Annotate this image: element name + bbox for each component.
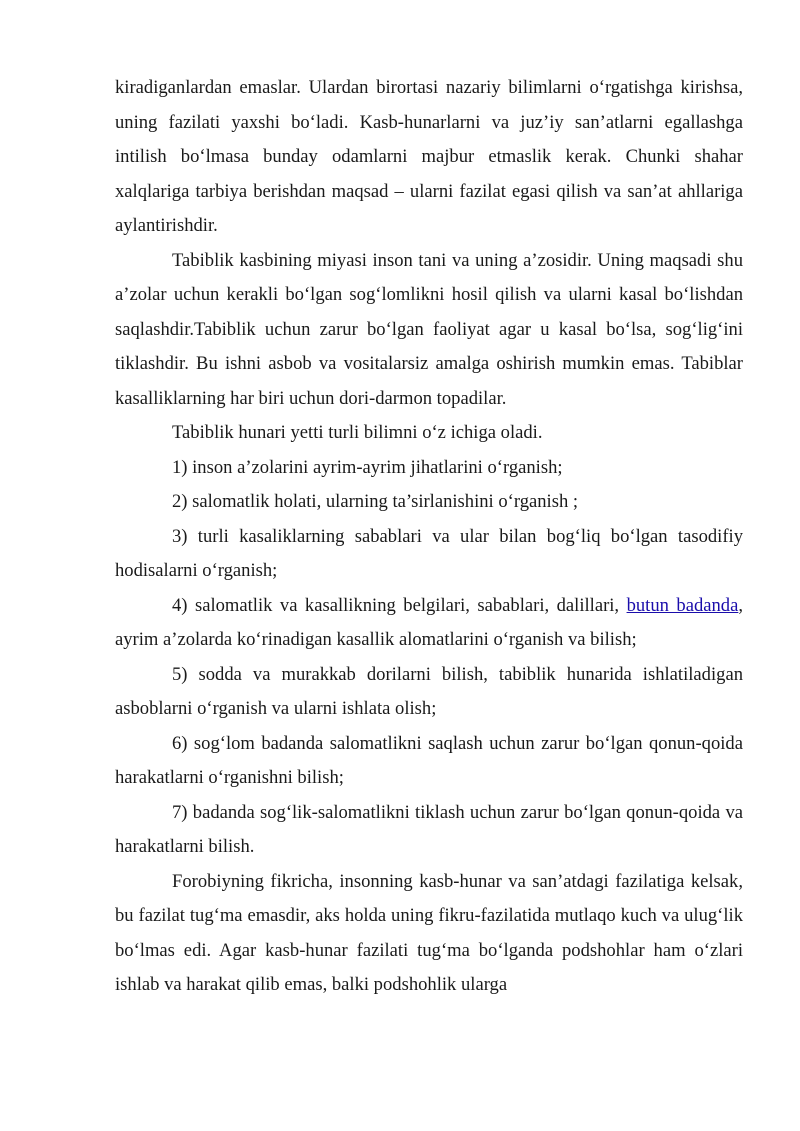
list-item-7: 7) badanda sog‘lik-salomatlikni tiklash uchun zarur bo‘lgan qonun-qoida va harakatlarni bilish. xyxy=(115,801,743,857)
list-item-2: 2) salomatlik holati, ularning ta’sirlanishini o‘rganish ; xyxy=(172,491,579,512)
paragraph-farabi-opinion: Forobiyning fikricha, insonning kasb-hunar va san’atdagi fazilatiga kelsak, bu fazilat tug‘ma emasdir, aks holda uning fikru-fazilatida mutlaqo kuch va ulug‘lik bo‘lmas edi. Agar kasb-hunar fazilati tug‘ma bo‘lganda podshohlar ham o‘zlari ishlab va harakat qilib emas, balki podshohlik ularga xyxy=(115,870,743,995)
document-body xyxy=(115,71,743,1003)
list-item-6: 6) sog‘lom badanda salomatlikni saqlash uchun zarur bo‘lgan qonun-qoida harakatlarni o‘rganishni bilish; xyxy=(115,732,743,788)
list-item-3: 3) turli kasaliklarning sabablari va ular bilan bog‘liq bo‘lgan tasodifiy hodisalarni o‘rganish; xyxy=(115,525,743,581)
list-item-5: 5) sodda va murakkab dorilarni bilish, tabiblik hunarida ishlatiladigan asboblarni o‘rganish va ularni ishlata olish; xyxy=(115,663,743,719)
paragraph-continuation: kiradiganlardan emaslar. Ulardan birortasi nazariy bilimlarni o‘rgatishga kirishsa, uning fazilati yaxshi bo‘ladi. Kasb-hunarlarni va juz’iy san’atlarni egallashga intilish bo‘lmasa bunday odamlarni majbur etmaslik kerak. Chunki shahar xalqlariga tarbiya berishdan maqsad – ularni fazilat egasi qilish va san’at ahllariga aylantirishdir. xyxy=(115,77,743,236)
list-item-4-text-before: 4) salomatlik va kasallikning belgilari, sabablari, dalillari, xyxy=(172,594,627,616)
paragraph-medicine-purpose: Tabiblik kasbining miyasi inson tani va uning a’zosidir. Uning maqsadi shu a’zolar uchun kerakli bo‘lgan sog‘lomlikni hosil qilish va ularni kasal bo‘lishdan saqlashdir.Tabiblik uchun zarur bo‘lgan faoliyat agar u kasal bo‘lsa, sog‘lig‘ini tiklashdir. Bu ishni asbob va vositalarsiz amalga oshirish mumkin emas. Tabiblar kasalliklarning har biri uchun dori-darmon topadilar. xyxy=(115,249,743,409)
butun-badanda-link[interactable]: butun badanda xyxy=(626,594,739,616)
list-item-4-text-after: , ayrim a’zolarda ko‘rinadigan kasallik alomatlarini o‘rganish va bilish; xyxy=(115,594,743,650)
list-item-1: 1) inson a’zolarini ayrim-ayrim jihatlarini o‘rganish; xyxy=(172,456,563,478)
paragraph-seven-sciences-intro: Tabiblik hunari yetti turli bilimni o‘z ichiga oladi. xyxy=(172,422,543,443)
list-item-4 xyxy=(115,589,743,658)
